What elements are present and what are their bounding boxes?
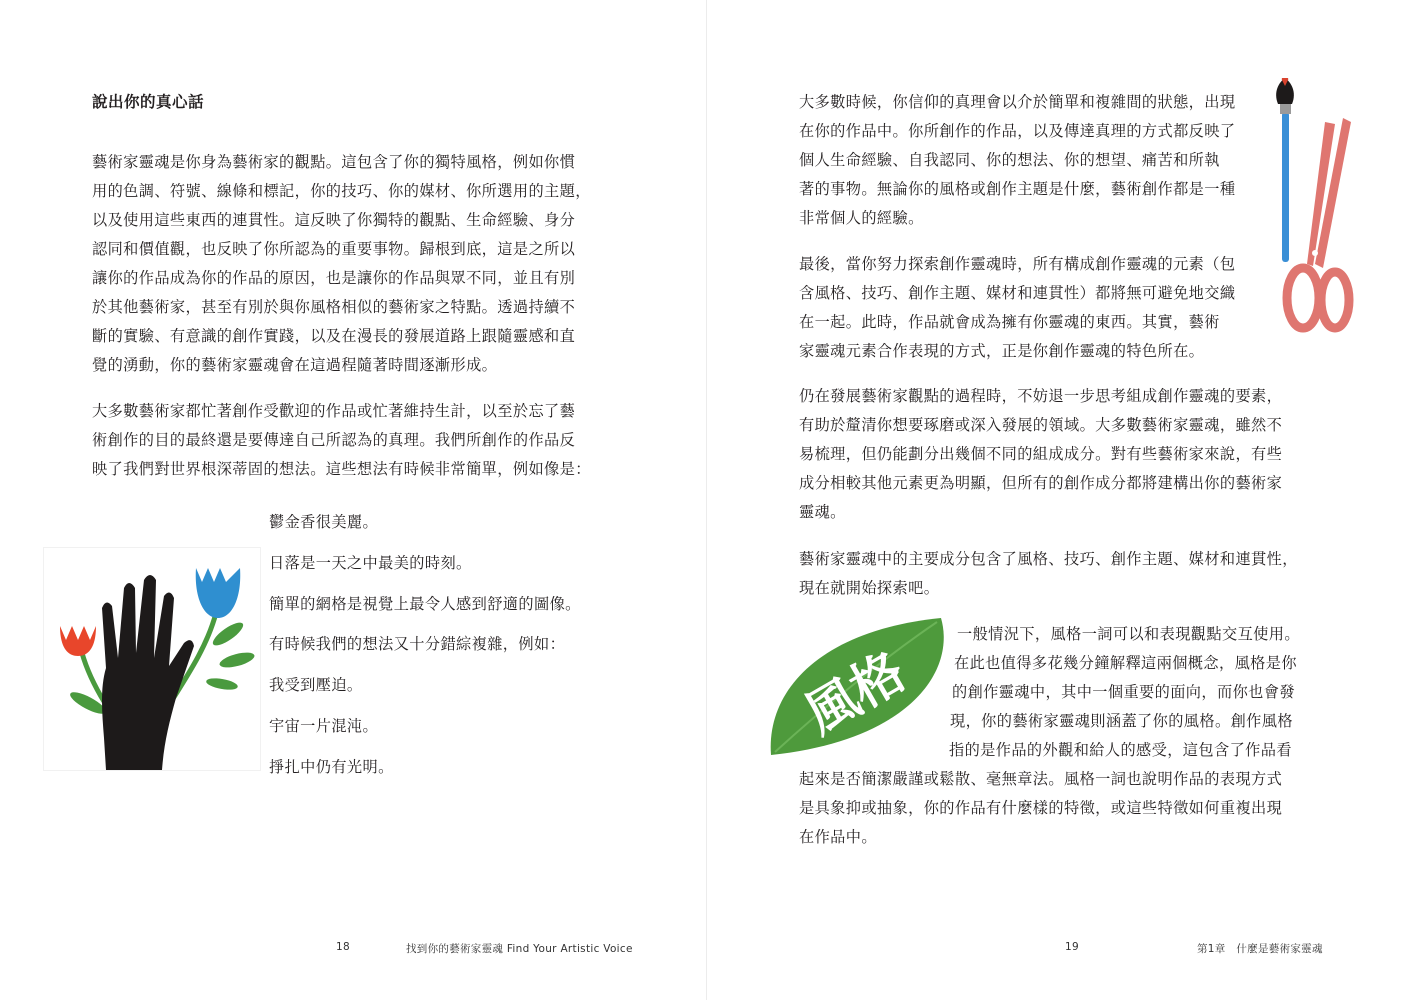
text-line: 靈魂。: [799, 503, 846, 521]
text-line: 認同和價值觀，也反映了你所認為的重要事物。歸根到底，這是之所以: [92, 240, 576, 258]
text-line: 在一起。此時，作品就會成為擁有你靈魂的東西。其實，藝術: [799, 313, 1220, 331]
text-line: 指的是作品的外觀和給人的感受，這包含了作品看: [949, 741, 1292, 759]
page-number: 18: [336, 941, 350, 953]
text-line: 以及使用這些東西的連貫性。這反映了你獨特的觀點、生命經驗、身分: [92, 211, 576, 229]
leaf-label: 風格: [795, 641, 916, 746]
text-line: 著的事物。無論你的風格或創作主題是什麼，藝術創作都是一種: [799, 180, 1236, 198]
text-line: 在你的作品中。你所創作的作品，以及傳達真理的方式都反映了: [799, 122, 1236, 140]
hand-with-tulips-illustration: [44, 548, 260, 770]
text-line: 用的色調、符號、線條和標記，你的技巧、你的媒材、你所選用的主題，: [92, 182, 591, 200]
text-line: 是具象抑或抽象，你的作品有什麼樣的特徵，或這些特徵如何重複出現: [799, 799, 1283, 817]
text-line: 家靈魂元素合作表現的方式，正是你創作靈魂的特色所在。: [799, 342, 1205, 360]
list-item: 宇宙一片混沌。: [269, 716, 379, 735]
text-line: 含風格、技巧、創作主題、媒材和連貫性）都將無可避免地交織: [799, 284, 1236, 302]
right-page: [707, 0, 1413, 1000]
right-paragraph-3: [799, 382, 1334, 527]
right-paragraph-4: [799, 545, 1334, 603]
list-item: 掙扎中仍有光明。: [269, 757, 394, 776]
text-line: 覺的湧動，你的藝術家靈魂會在這過程隨著時間逐漸形成。: [92, 356, 498, 374]
text-line: 於其他藝術家，甚至有別於與你風格相似的藝術家之特點。透過持續不: [92, 298, 576, 316]
text-line: 大多數藝術家都忙著創作受歡迎的作品或忙著維持生計，以至於忘了藝: [92, 402, 576, 420]
text-line: 藝術家靈魂是你身為藝術家的觀點。這包含了你的獨特風格，例如你慣: [92, 153, 576, 171]
right-paragraph-5: [799, 620, 1334, 852]
right-paragraph-1: [799, 88, 1279, 233]
example-beliefs-list: [269, 508, 581, 794]
text-line: 藝術家靈魂中的主要成分包含了風格、技巧、創作主題、媒材和連貫性，: [799, 550, 1298, 568]
text-line: 在作品中。: [799, 828, 877, 846]
text-line: 大多數時候，你信仰的真理會以介於簡單和複雜間的狀態，出現: [799, 93, 1236, 111]
list-item: 簡單的網格是視覺上最令人感到舒適的圖像。: [269, 594, 581, 613]
text-line: 起來是否簡潔嚴謹或鬆散、毫無章法。風格一詞也說明作品的表現方式: [799, 770, 1283, 788]
brush-and-scissors-illustration: [1265, 78, 1357, 340]
text-line: 斷的實驗、有意識的創作實踐，以及在漫長的發展道路上跟隨靈感和直: [92, 327, 576, 345]
list-item: 有時候我們的想法又十分錯綜複雜，例如：: [269, 635, 566, 654]
text-line: 現，你的藝術家靈魂則涵蓋了你的風格。創作風格: [950, 712, 1293, 730]
text-line: 在此也值得多花幾分鐘解釋這兩個概念，風格是你: [954, 654, 1297, 672]
text-line: 非常個人的經驗。: [799, 209, 924, 227]
list-item: 鬱金香很美麗。: [269, 513, 379, 531]
paintbrush-icon: [1276, 78, 1294, 262]
right-paragraph-2: [799, 250, 1279, 366]
scissors-icon: [1287, 118, 1351, 328]
text-line: 一般情況下，風格一詞可以和表現觀點交互使用。: [957, 625, 1300, 643]
page-number: 19: [1065, 941, 1079, 953]
text-line: 的創作靈魂中，其中一個重要的面向，而你也會發: [952, 683, 1295, 701]
text-line: 仍在發展藝術家觀點的過程時，不妨退一步思考組成創作靈魂的要素，: [799, 387, 1283, 405]
list-item: 我受到壓迫。: [269, 676, 363, 695]
text-line: 成分相較其他元素更為明顯，但所有的創作成分都將建構出你的藝術家: [799, 474, 1283, 492]
text-line: 個人生命經驗、自我認同、你的想法、你的想望、痛苦和所執: [799, 151, 1220, 169]
text-line: 映了我們對世界根深蒂固的想法。這些想法有時候非常簡單，例如像是：: [92, 460, 591, 478]
text-line: 術創作的目的最終還是要傳達自己所認為的真理。我們所創作的作品反: [92, 431, 576, 449]
list-item: 日落是一天之中最美的時刻。: [269, 553, 472, 572]
running-footer: 找到你的藝術家靈魂 Find Your Artistic Voice: [406, 943, 633, 955]
left-paragraph-2: [92, 397, 622, 484]
text-line: 現在就開始探索吧。: [799, 579, 940, 597]
running-footer: 第1章 什麼是藝術家靈魂: [1197, 943, 1323, 955]
left-paragraph-1: [92, 148, 622, 380]
section-heading: 說出你的真心話: [92, 93, 205, 111]
left-page: [0, 0, 706, 1000]
text-line: 最後，當你努力探索創作靈魂時，所有構成創作靈魂的元素（包: [799, 255, 1236, 273]
text-line: 讓你的作品成為你的作品的原因，也是讓你的作品與眾不同，並且有別: [92, 269, 576, 287]
text-line: 有助於釐清你想要琢磨或深入發展的領域。大多數藝術家靈魂，雖然不: [799, 416, 1283, 434]
text-line: 易梳理，但仍能劃分出幾個不同的組成成分。對有些藝術家來說，有些: [799, 445, 1283, 463]
